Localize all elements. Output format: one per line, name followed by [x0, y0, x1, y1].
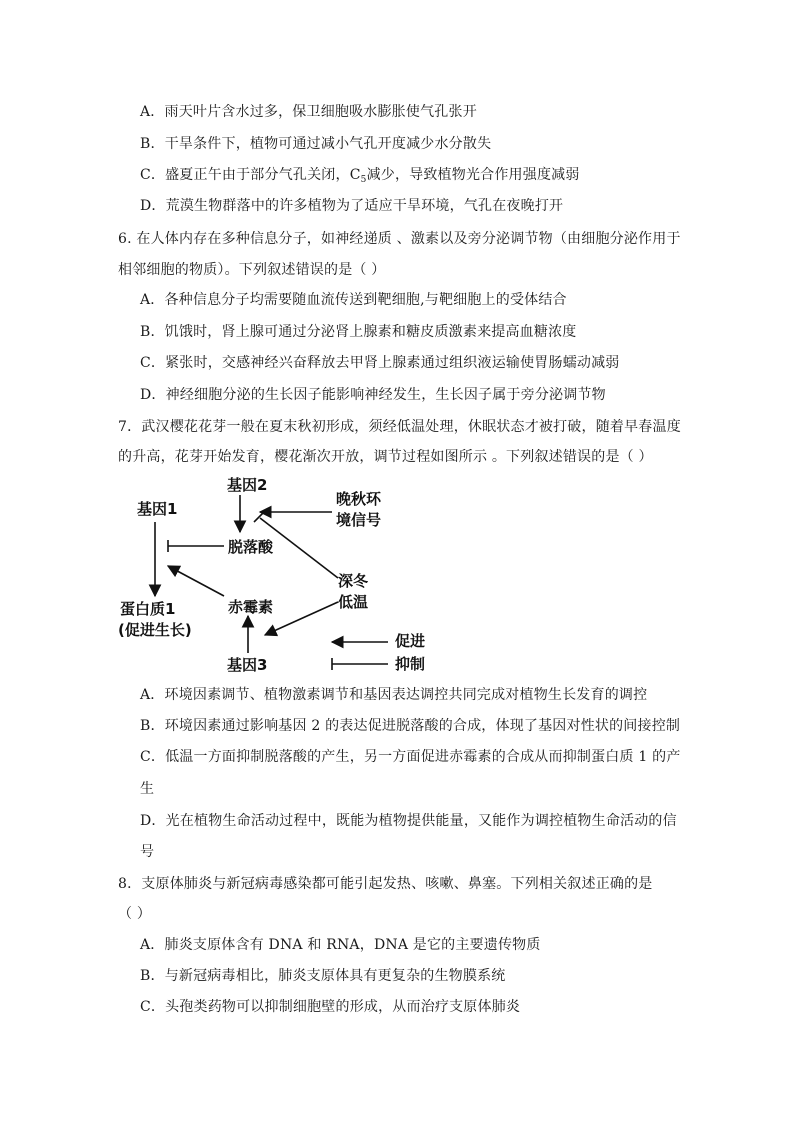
q5-option-c-post: 减少，导致植物光合作用强度减弱 [366, 167, 580, 183]
q7-option-b: B．环境因素通过影响基因 2 的表达促进脱落酸的合成，体现了基因对性状的间接控制 [140, 718, 681, 734]
q8-stem-line1: 8．支原体肺炎与新冠病毒感染都可能引起发热、咳嗽、鼻塞。下列相关叙述正确的是 [118, 876, 653, 892]
node-protein1-line1: 蛋白质1 [120, 600, 176, 618]
q6-option-b: B．饥饿时，肾上腺可通过分泌肾上腺素和糖皮质激素来提高血糖浓度 [140, 324, 577, 340]
legend-promote-label: 促进 [395, 632, 426, 650]
q7-option-a: A．环境因素调节、植物激素调节和基因表达调控共同完成对植物生长发育的调控 [140, 687, 648, 703]
regulation-diagram [110, 470, 450, 675]
q8-option-c: C．头孢类药物可以抑制细胞壁的形成，从而治疗支原体肺炎 [140, 999, 521, 1015]
q6-option-d: D．神经细胞分泌的生长因子能影响神经发生，生长因子属于旁分泌调节物 [140, 387, 606, 403]
q5-option-c-pre: C．盛夏正午由于部分气孔关闭，C [140, 167, 361, 183]
node-protein1-line2: (促进生长) [118, 621, 192, 639]
q7-stem-line1: 7．武汉樱花花芽一般在夏末秋初形成，须经低温处理，休眠状态才被打破，随着早春温度 [118, 419, 681, 435]
node-abscisic-acid: 脱落酸 [228, 538, 274, 556]
q5-option-d: D．荒漠生物群落中的许多植物为了适应干旱环境，气孔在夜晚打开 [140, 198, 564, 214]
q6-stem-line1: 6. 在人体内存在多种信息分子，如神经递质 、激素以及旁分泌调节物（由细胞分泌作用于 [118, 231, 681, 247]
q7-option-c-line2: 生 [140, 781, 155, 797]
q8-option-a: A．肺炎支原体含有 DNA 和 RNA，DNA 是它的主要遗传物质 [140, 937, 541, 953]
q8-option-b: B．与新冠病毒相比，肺炎支原体具有更复杂的生物膜系统 [140, 968, 506, 984]
node-late-autumn-line2: 境信号 [336, 511, 382, 529]
q5-option-b: B．干旱条件下，植物可通过减小气孔开度减少水分散失 [140, 136, 492, 152]
arrow-deep-winter-to-gene3 [265, 602, 338, 635]
arrow-gibberellin-to-protein1 [168, 566, 224, 596]
q7-option-d-line2: 号 [140, 844, 155, 860]
q5-option-c [140, 166, 580, 189]
node-gene3: 基因3 [227, 656, 268, 674]
q7-option-d-line1: D．光在植物生命活动过程中，既能为植物提供能量，又能作为调控植物生命活动的信 [140, 813, 677, 829]
q6-stem-line2: 相邻细胞的物质）。下列叙述错误的是（ ） [118, 262, 386, 278]
node-deep-winter-line2: 低温 [338, 593, 369, 611]
node-gene2: 基因2 [227, 476, 268, 494]
q6-option-a: A．各种信息分子均需要随血流传送到靶细胞,与靶细胞上的受体结合 [140, 292, 567, 308]
node-late-autumn-line1: 晚秋环 [336, 490, 382, 508]
q5-option-a: A．雨天叶片含水过多，保卫细胞吸水膨胀使气孔张开 [140, 104, 477, 120]
q7-stem-line2: 的升高，花芽开始发育，樱花渐次开放，调节过程如图所示 。下列叙述错误的是（ ） [118, 449, 653, 465]
node-gene1: 基因1 [137, 500, 178, 518]
q8-stem-line2: （ ） [118, 906, 152, 922]
node-gibberellin: 赤霉素 [228, 598, 274, 616]
q6-option-c: C．紧张时，交感神经兴奋释放去甲肾上腺素通过组织液运输使胃肠蠕动减弱 [140, 355, 620, 371]
q7-option-c-line1: C．低温一方面抑制脱落酸的产生，另一方面促进赤霉素的合成从而抑制蛋白质 1 的产 [140, 749, 681, 765]
legend-inhibit-label: 抑制 [395, 655, 426, 673]
q5-option-c-subscript: 5 [360, 175, 367, 185]
node-deep-winter-line1: 深冬 [338, 572, 369, 590]
